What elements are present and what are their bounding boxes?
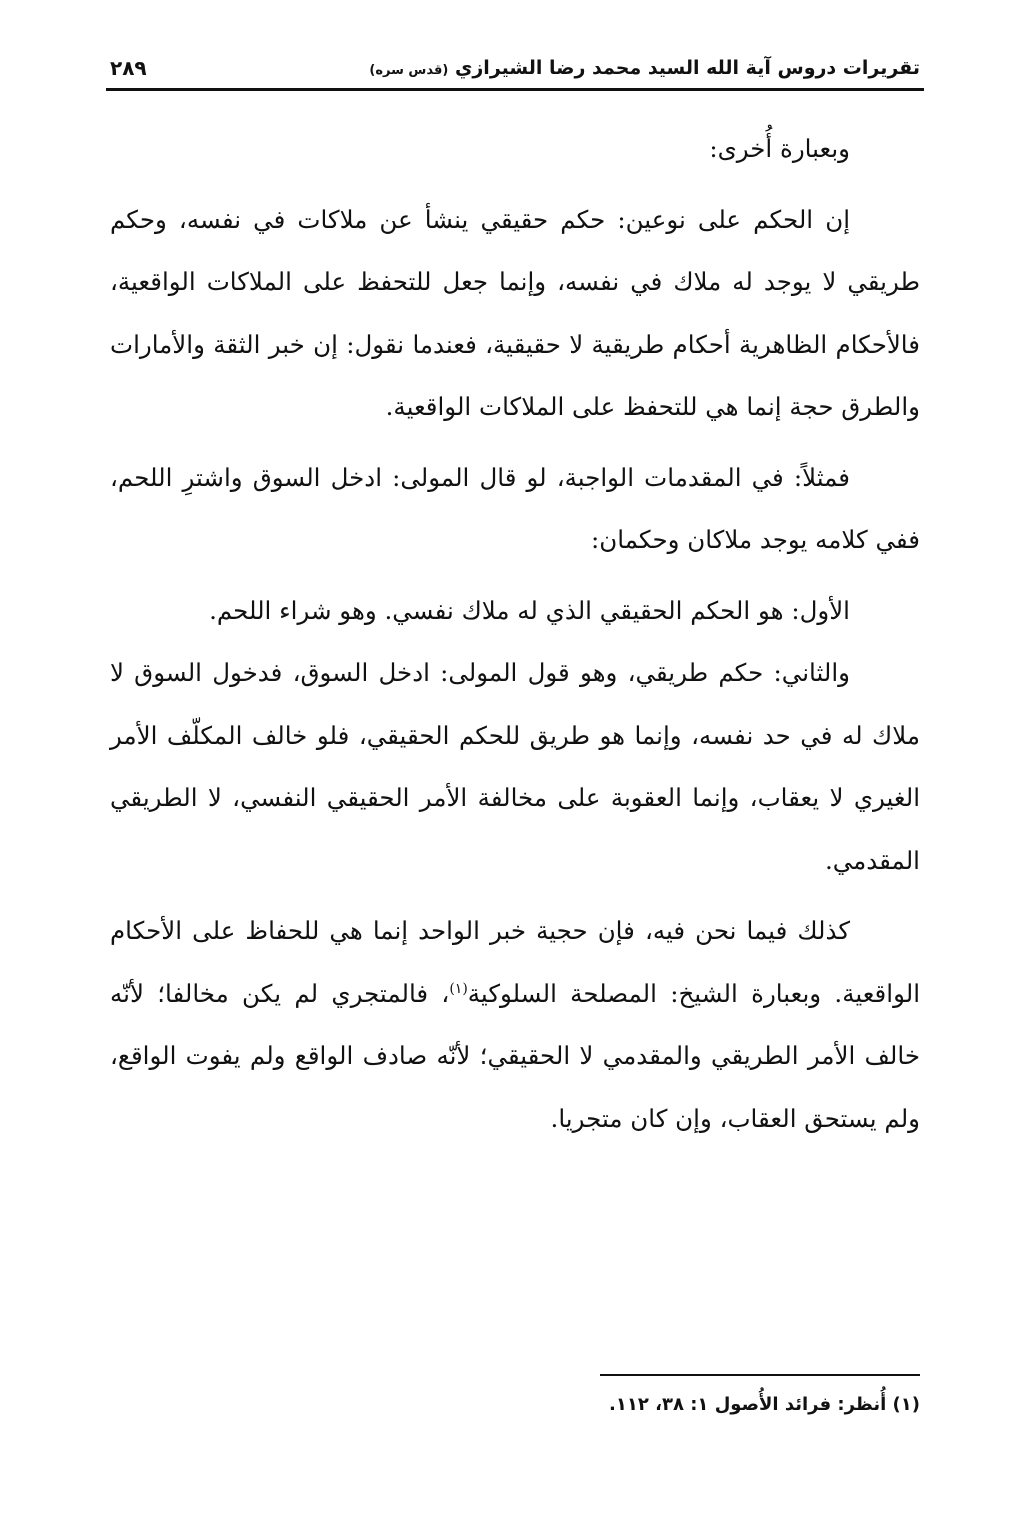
running-title-honorific: (قدس سره) (369, 63, 449, 78)
conclusion-text-after: ، فالمتجري لم يكن مخالفا؛ لأنّه خالف الأمر الطريقي والمقدمي لا الحقيقي؛ لأنّه صادف الواقع ولم يفوت الواقع، ولم يستحق العقاب، وإن كان متجريا. (110, 978, 920, 1133)
page-header (110, 48, 920, 88)
footnote: (١) أُنظر: فرائد الأُصول ١: ٣٨، ١١٢. (609, 1394, 920, 1415)
paragraph-two-kinds: إن الحكم على نوعين: حكم حقيقي ينشأ عن ملاكات في نفسه، وحكم طريقي لا يوجد له ملاك في نفسه، وإنما جعل للتحفظ على الملاكات الواقعية، فالأحكام الظاهرية أحكام طريقية لا حقيقية، فعندما نقول: إن خبر الثقة والأمارات والطرق حجة إنما هي للتحفظ على الملاكات الواقعية. (110, 204, 920, 421)
footnote-rule (600, 1374, 920, 1376)
main-text (110, 118, 920, 1150)
paragraph-example: فمثلاً: في المقدمات الواجبة، لو قال المولى: ادخل السوق واشترِ اللحم، ففي كلامه يوجد ملاكان وحكمان: (110, 462, 920, 554)
paragraph-intro: وبعبارة أُخرى: (709, 134, 850, 163)
footnote-reference[interactable]: (١) (449, 980, 468, 997)
paragraph-conclusion (110, 900, 920, 1150)
page-number: ٢٨٩ (110, 56, 147, 80)
conclusion-text-before: كذلك فيما نحن فيه، فإن حجية خبر الواحد إنما هي للحفاظ على الأحكام الواقعية. وبعبارة الشيخ: المصلحة السلوكية (110, 916, 920, 1008)
running-title-text: تقريرات دروس آية الله السيد محمد رضا الشيرازي (454, 57, 920, 79)
book-page (110, 40, 920, 1500)
running-title (369, 57, 920, 79)
header-rule (106, 88, 924, 91)
paragraph-first: الأول: هو الحكم الحقيقي الذي له ملاك نفسي. وهو شراء اللحم. (209, 595, 850, 625)
paragraph-second: والثاني: حكم طريقي، وهو قول المولى: ادخل السوق، فدخول السوق لا ملاك له في حد نفسه، وإنما هو طريق للحكم الحقيقي، فلو خالف المكلّف الأمر الغيري لا يعقاب، وإنما العقوبة على مخالفة الأمر الحقيقي النفسي، لا الطريقي المقدمي. (110, 658, 920, 875)
